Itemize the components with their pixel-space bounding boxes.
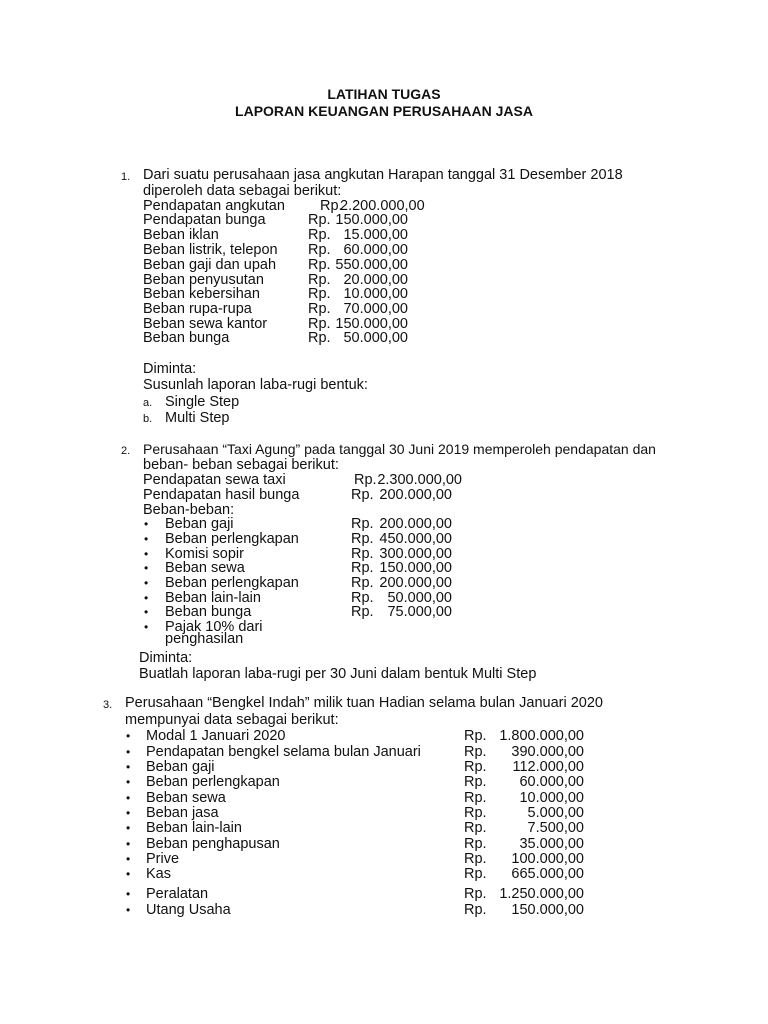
bullet-icon: • <box>126 887 131 901</box>
q1-item-label: Beban iklan <box>143 227 219 243</box>
q2-expense-rp: Rp. <box>351 516 374 532</box>
q1-item-value: 2.200.000,00 <box>340 198 425 214</box>
q1-item-label: Beban kebersihan <box>143 286 260 302</box>
q3-item-rp: Rp. <box>464 886 487 902</box>
bullet-icon: • <box>126 837 131 851</box>
q1-item-rp: Rp. <box>308 316 331 332</box>
bullet-icon: • <box>144 605 149 619</box>
q1-item-rp: Rp. <box>308 212 331 228</box>
q2-diminta: Diminta: <box>139 650 193 666</box>
bullet-icon: • <box>126 903 131 917</box>
bullet-icon: • <box>126 791 131 805</box>
q3-item-rp: Rp. <box>464 728 487 744</box>
q2-expense-label: Beban sewa <box>165 560 245 576</box>
q1-item-label: Beban listrik, telepon <box>143 242 278 258</box>
bullet-icon: • <box>144 620 149 634</box>
q2-expense-label: Beban perlengkapan <box>165 575 299 591</box>
q1-item-label: Beban sewa kantor <box>143 316 268 332</box>
q1-item-rp: Rp. <box>308 272 331 288</box>
q2-expense-value: 50.000,00 <box>387 590 452 606</box>
q3-item-label: Kas <box>146 866 171 882</box>
q3-item-rp: Rp. <box>464 851 487 867</box>
q1-item-value: 15.000,00 <box>343 227 408 243</box>
bullet-icon: • <box>126 745 131 759</box>
q1-item-value: 550.000,00 <box>335 257 408 273</box>
q3-item-value: 100.000,00 <box>511 851 584 867</box>
q1-number: 1. <box>121 171 131 183</box>
bullet-icon: • <box>144 561 149 575</box>
q3-item-value: 35.000,00 <box>519 836 584 852</box>
q1-item-label: Beban rupa-rupa <box>143 301 252 317</box>
q2-expenses-title: Beban-beban: <box>143 502 235 518</box>
q2-income-label: Pendapatan hasil bunga <box>143 487 300 503</box>
q1-item-value: 70.000,00 <box>343 301 408 317</box>
q3-item-rp: Rp. <box>464 744 487 760</box>
q3-item-value: 60.000,00 <box>519 774 584 790</box>
q3-item-label: Beban jasa <box>146 805 219 821</box>
q3-item-value: 665.000,00 <box>511 866 584 882</box>
q3-item-rp: Rp. <box>464 902 487 918</box>
q2-tax-label-line1: Pajak 10% dari <box>165 619 263 635</box>
q3-item-value: 1.250.000,00 <box>499 886 584 902</box>
q1-item-rp: Rp. <box>308 257 331 273</box>
q2-income-label: Pendapatan sewa taxi <box>143 472 286 488</box>
q2-expense-label: Beban lain-lain <box>165 590 261 606</box>
q2-expense-value: 450.000,00 <box>379 531 452 547</box>
q3-item-label: Beban gaji <box>146 759 215 775</box>
bullet-icon: • <box>126 760 131 774</box>
q2-expense-rp: Rp. <box>351 575 374 591</box>
q1-item-value: 10.000,00 <box>343 286 408 302</box>
q1-option-marker: a. <box>143 397 153 409</box>
q2-intro-line2: beban- beban sebagai berikut: <box>143 457 339 473</box>
q2-expense-label: Komisi sopir <box>165 546 244 562</box>
q2-number: 2. <box>121 445 131 457</box>
q1-item-rp: Rp. <box>308 330 331 346</box>
q3-item-rp: Rp. <box>464 820 487 836</box>
q1-item-value: 60.000,00 <box>343 242 408 258</box>
bullet-icon: • <box>126 806 131 820</box>
q3-item-rp: Rp. <box>464 790 487 806</box>
q2-income-rp: Rp. <box>354 472 377 488</box>
q3-item-label: Beban sewa <box>146 790 226 806</box>
q1-item-rp: Rp. <box>320 198 343 214</box>
q3-item-rp: Rp. <box>464 836 487 852</box>
q2-income-value: 200.000,00 <box>379 487 452 503</box>
bullet-icon: • <box>144 517 149 531</box>
q2-expense-rp: Rp. <box>351 560 374 576</box>
q3-intro-line2: mempunyai data sebagai berikut: <box>125 712 339 728</box>
q2-expense-value: 200.000,00 <box>379 516 452 532</box>
q2-expense-rp: Rp. <box>351 531 374 547</box>
q3-item-value: 7.500,00 <box>527 820 584 836</box>
q2-task: Buatlah laporan laba-rugi per 30 Juni dalam bentuk Multi Step <box>139 666 537 682</box>
q1-task: Susunlah laporan laba-rugi bentuk: <box>143 377 368 393</box>
bullet-icon: • <box>126 867 131 881</box>
q2-expense-value: 300.000,00 <box>379 546 452 562</box>
q1-item-label: Beban gaji dan upah <box>143 257 277 273</box>
q1-item-value: 20.000,00 <box>343 272 408 288</box>
q3-item-rp: Rp. <box>464 866 487 882</box>
q3-item-label: Utang Usaha <box>146 902 231 918</box>
q3-item-rp: Rp. <box>464 759 487 775</box>
q3-item-value: 10.000,00 <box>519 790 584 806</box>
q2-intro-line1: Perusahaan “Taxi Agung” pada tanggal 30 Juni 2019 memperoleh pendapatan dan <box>143 441 656 457</box>
q3-item-rp: Rp. <box>464 774 487 790</box>
q1-option-text: Multi Step <box>165 410 230 426</box>
q2-tax-label-line2: penghasilan <box>165 631 244 647</box>
q2-expense-label: Beban gaji <box>165 516 234 532</box>
q1-item-label: Pendapatan bunga <box>143 212 266 228</box>
q1-item-label: Beban bunga <box>143 330 230 346</box>
bullet-icon: • <box>144 591 149 605</box>
q1-item-value: 150.000,00 <box>335 212 408 228</box>
bullet-icon: • <box>144 547 149 561</box>
bullet-icon: • <box>126 821 131 835</box>
q1-item-rp: Rp. <box>308 242 331 258</box>
q3-item-value: 112.000,00 <box>512 759 584 775</box>
bullet-icon: • <box>126 852 131 866</box>
q1-item-rp: Rp. <box>308 286 331 302</box>
q3-item-label: Beban penghapusan <box>146 836 280 852</box>
q2-expense-rp: Rp. <box>351 590 374 606</box>
q1-item-value: 50.000,00 <box>343 330 408 346</box>
bullet-icon: • <box>126 729 131 743</box>
q2-expense-label: Beban bunga <box>165 604 252 620</box>
q3-item-value: 5.000,00 <box>527 805 584 821</box>
q3-item-label: Peralatan <box>146 886 209 902</box>
q3-item-rp: Rp. <box>464 805 487 821</box>
q3-item-value: 390.000,00 <box>511 744 584 760</box>
q2-expense-value: 200.000,00 <box>379 575 452 591</box>
q3-item-label: Beban perlengkapan <box>146 774 280 790</box>
q1-item-rp: Rp. <box>308 301 331 317</box>
doc-subtitle: LAPORAN KEUANGAN PERUSAHAAN JASA <box>235 103 533 119</box>
q2-expense-value: 150.000,00 <box>379 560 452 576</box>
q3-item-value: 1.800.000,00 <box>499 728 584 744</box>
q1-item-label: Pendapatan angkutan <box>143 198 285 214</box>
doc-title: LATIHAN TUGAS <box>327 86 441 102</box>
q1-diminta: Diminta: <box>143 361 197 377</box>
q2-expense-label: Beban perlengkapan <box>165 531 299 547</box>
q3-item-value: 150.000,00 <box>511 902 584 918</box>
q3-item-label: Prive <box>146 851 180 867</box>
q2-income-value: 2.300.000,00 <box>377 472 462 488</box>
q1-item-rp: Rp. <box>308 227 331 243</box>
bullet-icon: • <box>144 576 149 590</box>
q3-intro-line1: Perusahaan “Bengkel Indah” milik tuan Hadian selama bulan Januari 2020 <box>125 695 603 711</box>
q1-intro-line1: Dari suatu perusahaan jasa angkutan Harapan tanggal 31 Desember 2018 <box>143 167 623 183</box>
q2-expense-rp: Rp. <box>351 604 374 620</box>
q1-intro-line2: diperoleh data sebagai berikut: <box>143 183 342 199</box>
q3-number: 3. <box>103 699 113 711</box>
bullet-icon: • <box>126 775 131 789</box>
q1-option-marker: b. <box>143 413 153 425</box>
q3-item-label: Pendapatan bengkel selama bulan Januari <box>146 744 421 760</box>
bullet-icon: • <box>144 532 149 546</box>
q3-item-label: Beban lain-lain <box>146 820 242 836</box>
q1-item-label: Beban penyusutan <box>143 272 264 288</box>
q2-income-rp: Rp. <box>351 487 374 503</box>
q2-expense-value: 75.000,00 <box>387 604 452 620</box>
q3-item-label: Modal 1 Januari 2020 <box>146 728 286 744</box>
q2-expense-rp: Rp. <box>351 546 374 562</box>
q1-option-text: Single Step <box>165 394 240 410</box>
q1-item-value: 150.000,00 <box>335 316 408 332</box>
